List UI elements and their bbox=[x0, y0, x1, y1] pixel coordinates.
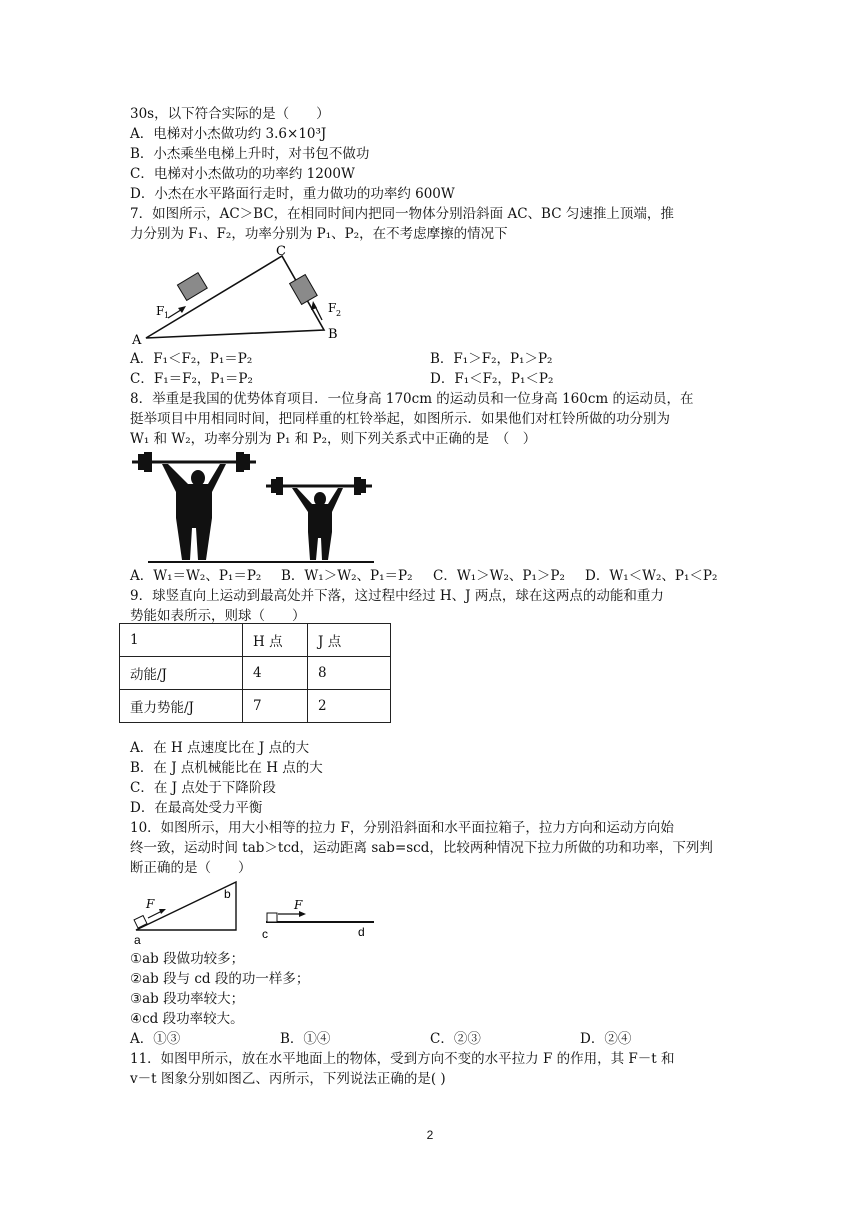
q10-statement-3: ③ab 段功率较大； bbox=[130, 991, 245, 1007]
table-cell: 2 bbox=[308, 690, 391, 723]
label-f-horizontal: F bbox=[294, 898, 303, 912]
q7-option-b: B．F₁＞F₂，P₁＞P₂ bbox=[430, 351, 553, 367]
q9-option-c: C．在 J 点处于下降阶段 bbox=[130, 780, 276, 796]
label-d-small: d bbox=[358, 925, 365, 939]
force-arrowhead-incline bbox=[159, 909, 166, 914]
q10-option-c: C．②③ bbox=[430, 1031, 481, 1047]
lifter-short bbox=[266, 477, 372, 560]
q10-option-d: D．②④ bbox=[580, 1031, 632, 1047]
q8-option-c: C．W₁＞W₂、P₁＞P₂ bbox=[433, 568, 565, 584]
label-f1: F bbox=[156, 304, 165, 318]
q10-stem-line2: 终一致，运动时间 tab＞tcd，运动距离 sab=scd，比较两种情况下拉力所做的功和功率，下列判 bbox=[130, 840, 713, 856]
table-cell: 重力势能/J bbox=[120, 690, 243, 723]
q9-stem-line2: 势能如表所示，则球（ ） bbox=[130, 608, 306, 624]
q9-option-a: A．在 H 点速度比在 J 点的大 bbox=[130, 740, 310, 756]
label-b-small: b bbox=[224, 887, 231, 901]
box-on-floor bbox=[267, 913, 277, 922]
q11-stem-line2: v－t 图象分别如图乙、丙所示，下列说法正确的是( ) bbox=[130, 1071, 446, 1087]
q10-statement-2: ②ab 段与 cd 段的功一样多； bbox=[130, 971, 310, 987]
q10-stem-line3: 断正确的是（ ） bbox=[130, 860, 252, 876]
energy-table bbox=[119, 623, 391, 723]
label-f1-sub: 1 bbox=[164, 311, 170, 320]
table-header-cell: 1 bbox=[120, 624, 243, 657]
q7-option-a: A．F₁＜F₂，P₁＝P₂ bbox=[130, 351, 253, 367]
table-header-cell: H 点 bbox=[243, 624, 308, 657]
q7-option-d: D．F₁＜F₂，P₁＜P₂ bbox=[430, 371, 554, 387]
q10-statement-4: ④cd 段功率较大。 bbox=[130, 1011, 244, 1027]
q9-option-b: B．在 J 点机械能比在 H 点的大 bbox=[130, 760, 323, 776]
incline-ab-diagram bbox=[128, 878, 248, 948]
q6-option-d: D．小杰在水平路面行走时，重力做功的功率约 600W bbox=[130, 186, 455, 202]
q10-option-b: B．①④ bbox=[280, 1031, 331, 1047]
table-cell: 8 bbox=[308, 657, 391, 690]
block-on-ac bbox=[177, 273, 207, 301]
q6-option-c: C．电梯对小杰做功的功率约 1200W bbox=[130, 166, 355, 182]
lifter-tall bbox=[132, 452, 256, 560]
page-number: 2 bbox=[426, 1128, 434, 1142]
q10-stem-line1: 10．如图所示，用大小相等的拉力 F，分别沿斜面和水平面拉箱子，拉力方向和运动方向始 bbox=[130, 820, 674, 836]
q6-stem-end: 30s，以下符合实际的是（ ） bbox=[130, 106, 330, 122]
q10-option-a: A．①③ bbox=[130, 1031, 181, 1047]
q7-stem-line2: 力分别为 F₁、F₂，功率分别为 P₁、P₂，在不考虑摩擦的情况下 bbox=[130, 226, 508, 242]
table-row bbox=[120, 690, 391, 723]
table-row bbox=[120, 657, 391, 690]
table-cell: 4 bbox=[243, 657, 308, 690]
table-header-cell: J 点 bbox=[308, 624, 391, 657]
q8-stem-line3: W₁ 和 W₂，功率分别为 P₁ 和 P₂，则下列关系式中正确的是 （ ） bbox=[130, 431, 537, 447]
q7-option-c: C．F₁＝F₂，P₁＝P₂ bbox=[130, 371, 253, 387]
q8-option-a: A．W₁＝W₂、P₁＝P₂ bbox=[130, 568, 262, 584]
label-a: A bbox=[132, 333, 142, 348]
f1-arrowhead bbox=[178, 306, 186, 313]
q6-option-a: A．电梯对小杰做功约 3.6×10³J bbox=[130, 126, 327, 142]
label-f2-sub: 2 bbox=[336, 309, 342, 318]
q8-option-b: B．W₁＞W₂、P₁＝P₂ bbox=[281, 568, 413, 584]
label-f-incline: F bbox=[146, 897, 155, 911]
label-f2: F bbox=[328, 301, 337, 315]
q10-statement-1: ①ab 段做功较多； bbox=[130, 951, 245, 967]
table-header-row bbox=[120, 624, 391, 657]
q8-stem-line2: 挺举项目中用相同时间，把同样重的杠铃举起，如图所示．如果他们对杠铃所做的功分别为 bbox=[130, 411, 670, 427]
horizontal-cd-diagram bbox=[258, 896, 378, 942]
q7-stem-line1: 7．如图所示，AC＞BC，在相同时间内把同一物体分别沿斜面 AC、BC 匀速推上顶端，推 bbox=[130, 206, 674, 222]
q8-stem-line1: 8．举重是我国的优势体育项目．一位身高 170cm 的运动员和一位身高 160cm 的运动员，在 bbox=[130, 391, 694, 407]
label-c-small: c bbox=[262, 927, 268, 941]
table-cell: 7 bbox=[243, 690, 308, 723]
block-on-bc bbox=[290, 275, 318, 305]
q8-option-d: D．W₁＜W₂、P₁＜P₂ bbox=[585, 568, 718, 584]
q9-stem-line1: 9．球竖直向上运动到最高处并下落，这过程中经过 H、J 两点，球在这两点的动能和重力 bbox=[130, 588, 664, 604]
q6-option-b: B．小杰乘坐电梯上升时，对书包不做功 bbox=[130, 146, 370, 162]
incline-diagram bbox=[128, 244, 358, 350]
weightlifter-figure bbox=[128, 450, 378, 566]
label-a-small: a bbox=[134, 933, 141, 947]
q11-stem-line1: 11．如图甲所示，放在水平地面上的物体，受到方向不变的水平拉力 F 的作用，其 F－t 和 bbox=[130, 1051, 675, 1067]
table-cell: 动能/J bbox=[120, 657, 243, 690]
label-b: B bbox=[328, 327, 338, 342]
q9-option-d: D．在最高处受力平衡 bbox=[130, 800, 263, 816]
label-c: C bbox=[276, 244, 286, 259]
